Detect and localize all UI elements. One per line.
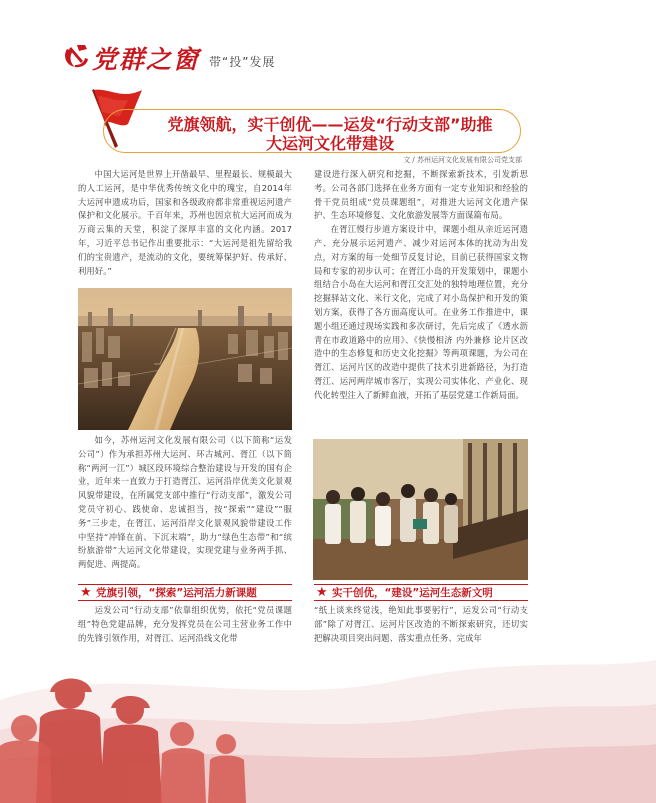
paragraph: “纸上谈来终觉浅，绝知此事要躬行”，运发公司“行动支部”除了对胥江、运河片区改造的不断探索研究，还切实把解决项目突出问题、落实重点任务、完成年	[314, 605, 528, 643]
hammer-sickle-icon	[61, 43, 91, 71]
column-section: 带“投”发展	[209, 55, 276, 69]
body-column-1-top	[78, 168, 292, 278]
title-line-2: 大运河文化带建设	[265, 134, 394, 153]
subhead-text: 党旗引领，“探索”运河活力新课题	[96, 587, 257, 599]
paragraph: 在胥江慢行步道方案设计中，课题小组从亲近运河遗产、充分展示运河遗产、减少对运河本体的扰动为出发点，对方案的每一处细节反复讨论，目前已获得国家文物局和专家的初步认可；在胥江小岛的开发策划中，课题小组结合小岛在大运河和胥江交汇处的独特地理位置，充分挖掘驿站文化、米行文化，完成了对小岛保护和开发的策划方案，获得了各方面高度认可。在业务工作推进中，课题小组还通过现场实践和多次研讨，先后完成了《透水沥青在市政道路中的应用》、《快慢相济 内外兼修 论片区改造中的生态修复和历史文化挖掘》等两项课题，为公司在胥江、运河片区的改造中提供了技术引进新路径，为打造胥江、运河两岸城市客厅，实现公司实体化、产业化、现代化转型注入了新鲜血液，开拓了基层党建工作新局面。	[314, 224, 528, 400]
subhead-explore	[78, 584, 292, 601]
title-line-1: 党旗领航，实干创优——运发“行动支部”助推	[167, 115, 493, 134]
column-brand: 党群之窗	[92, 45, 201, 74]
subhead-build	[314, 584, 528, 601]
paragraph: 建设进行深入研究和挖掘，不断探索新技术，引发新思考。公司各部门选择在业务方面有一定专业知识和经验的骨干党员组成“党员课题组”，对推进大运河文化遗产保护、生态环境修复、文化旅游发展等方面谋篇布局。	[314, 169, 528, 221]
canal-city-photo	[78, 288, 292, 430]
paragraph: 运发公司“行动支部”依靠组织优势，依托“党员课题组”特色党建品牌，充分发挥党员在公司主营业务工作中的先锋引领作用，对胥江、运河沿线文化带	[78, 605, 292, 643]
subhead-text: 实干创优，“建设”运河生态新文明	[332, 587, 493, 599]
paragraph: 如今，苏州运河文化发展有限公司（以下简称“运发公司”）作为承担苏州大运河、环古城河、胥江（以下简称“两河一江”）城区段环境综合整治建设与开发的国有企业，近年来一直致力于打造胥江、运河沿岸优美文化景观风貌带建设，在所属党支部中推行“行动支部”，激发公司党员守初心、践使命、忠诚担当，按“探索”“建设”“服务”三步走，在胥江、运河沿岸文化景观风貌带建设工作中坚持“冲锋在前、下沉末端”，助力“绿色生态带”和“缤纷旅游带”大运河文化带建设，实现党建与业务两手抓、两促进、两提高。	[78, 435, 292, 570]
article-title	[130, 115, 530, 153]
body-column-2-top	[314, 168, 528, 403]
body-column-1-middle	[78, 434, 292, 572]
party-members-photo	[313, 439, 528, 580]
byline: 文 / 苏州运河文化发展有限公司党支部	[403, 156, 522, 164]
star-icon: ★	[316, 585, 328, 600]
soldier-silhouette-decoration	[0, 620, 656, 803]
paragraph: 中国大运河是世界上开凿最早、里程最长、规模最大的人工运河，是中华优秀传统文化中的瑰宝，自2014年大运河申遗成功后，国家和各级政府都非常重视运河遗产保护和文化展示。千百年来，苏州也因京杭大运河而成为万商云集的天堂，积淀了深厚丰富的文化内涵。2017年，习近平总书记作出重要批示：“大运河是祖先留给我们的宝贵遗产，是流动的文化，要统筹保护好、传承好、利用好。”	[78, 169, 292, 276]
star-icon: ★	[80, 585, 92, 600]
